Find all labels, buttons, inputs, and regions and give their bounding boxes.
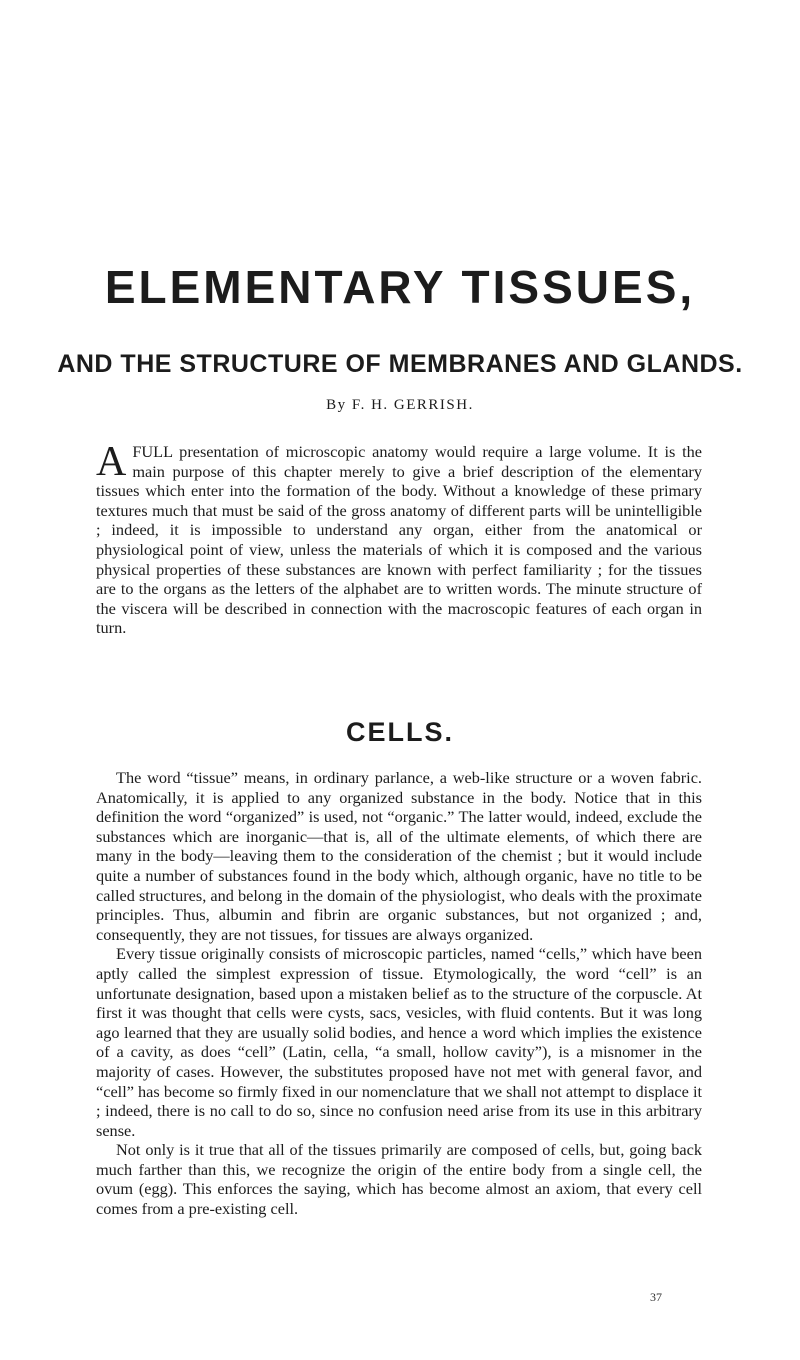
author-byline: By F. H. GERRISH. (326, 397, 474, 413)
section-heading: CELLS. (345, 717, 454, 747)
cells-section (96, 768, 702, 1219)
intro-paragraph (96, 439, 702, 638)
page-number: 37 (650, 1290, 662, 1304)
chapter-subtitle: AND THE STRUCTURE OF MEMBRANES AND GLANDS. (57, 350, 743, 378)
paragraph: Every tissue originally consists of microscopic particles, named “cells,” which have been aptly called the simplest expression of tissue. Etymologically, the word “cell” is an unfortunate designation, based upon a mistaken belief as to the structure of the corpuscle. At first it was thought that cells were cysts, sacs, vesicles, with fluid contents. But it was long ago learned that they are usually solid bodies, and hence a word which implies the existence of a cavity, as does “cell” (Latin, cella, “a small, hollow cavity”), is a misnomer in the majority of cases. However, the substitutes proposed have not met with general favor, and “cell” has become so firmly fixed in our nomenclature that we shall not attempt to displace it ; indeed, there is no call to do so, since no confusion need arise from its use in this arbitrary sense. (96, 944, 702, 1140)
intro-text: FULL presentation of microscopic anatomy would require a large volume. It is the main purpose of this chapter merely to give a brief description of the elementary tissues which enter into the formation of the body. Without a knowledge of these primary textures much that must be said of the gross anatomy of different parts will be unintelligible ; indeed, it is impossible to understand any organ, either from the anatomical or physiological point of view, unless the materials of which it is composed and the various physical properties of these substances are known with perfect familiarity ; for the tissues are to the organs as the letters of the alphabet are to written words. The minute structure of the viscera will be described in connection with the macroscopic features of each organ in turn. (96, 442, 702, 638)
intro-section (96, 439, 702, 638)
drop-cap: A (96, 439, 127, 485)
chapter-title: ELEMENTARY TISSUES, (104, 261, 696, 313)
paragraph: The word “tissue” means, in ordinary parlance, a web-like structure or a woven fabric. Anatomically, it is applied to any organized substance in the body. Notice that in this definition the word “organized” is used, not “organic.” The latter would, indeed, exclude the substances which are inorganic—that is, all of the ultimate elements, of which there are many in the body—leaving them to the consideration of the chemist ; but it would include quite a number of substances found in the body which, although organic, have no title to be called structures, and belong in the domain of the physiologist, who deals with the proximate principles. Thus, albumin and fibrin are organic substances, but not organized ; and, consequently, they are not tissues, for tissues are always organized. (96, 768, 702, 944)
paragraph: Not only is it true that all of the tissues primarily are composed of cells, but, going back much farther than this, we recognize the origin of the entire body from a single cell, the ovum (egg). This enforces the saying, which has become almost an axiom, that every cell comes from a pre-existing cell. (96, 1140, 702, 1219)
